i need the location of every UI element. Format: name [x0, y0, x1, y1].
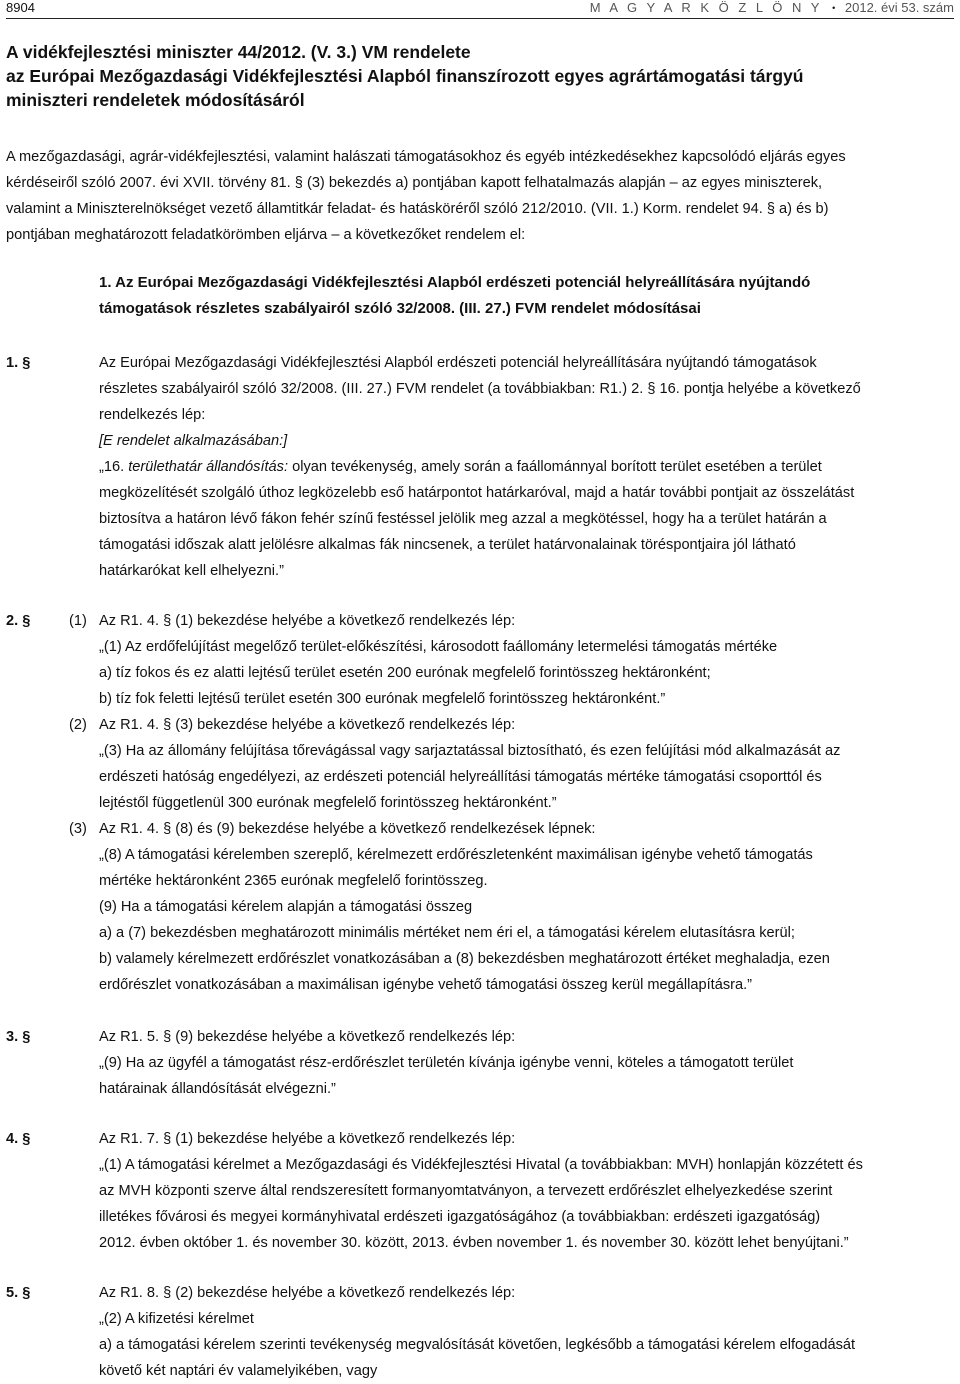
paragraph-line: erdészeti hatóság engedélyezi, az erdészeti potenciál helyreállítási támogatás mértéke támogatási csoporttól és [99, 769, 822, 785]
section-line: „(2) A kifizetési kérelmet [99, 1311, 254, 1327]
journal-issue: 2012. évi 53. szám [844, 0, 954, 15]
section-number: 1. § [6, 355, 31, 371]
paragraph-line: Az R1. 4. § (8) és (9) bekezdése helyébe a következő rendelkezések lépnek: [99, 821, 596, 837]
definition-line: támogatási időszak alatt jelölésre alkalmas fák nincsenek, a terület határvonalainak töréspontjaira jól látható [99, 537, 796, 553]
section-4 [6, 1126, 952, 1256]
section-body [99, 350, 952, 584]
chapter-line: támogatások részletes szabályairól szóló 32/2008. (III. 27.) FVM rendelet módosításai [99, 300, 701, 317]
section-line: „(1) A támogatási kérelmet a Mezőgazdasági és Vidékfejlesztési Hivatal (a továbbiakban: MVH) honlapján közzétett és [99, 1157, 863, 1173]
paragraph-line: lejtéstől függetlenül 300 eurónak megfelelő forintösszeg hektáronként.” [99, 795, 557, 811]
context-line: [E rendelet alkalmazásában:] [99, 433, 288, 449]
paragraph-body [99, 608, 952, 712]
definition-text: olyan tevékenység, amely során a faállománnyal borított terület esetében a terület [288, 459, 822, 475]
page-number: 8904 [6, 0, 35, 15]
quote-open: „16. [99, 459, 129, 475]
paragraph-body [99, 816, 952, 998]
section-body [99, 1024, 952, 1102]
paragraph-number: (3) [69, 821, 87, 837]
paragraph-line: „(3) Ha az állomány felújítása tőrevágással vagy sarjaztatással biztosítható, és ezen felújítási mód alkalmazását az [99, 743, 841, 759]
paragraph-line: b) tíz fok feletti lejtésű terület esetén 300 eurónak megfelelő forintösszeg hektáronként.” [99, 691, 666, 707]
section-2 [6, 608, 952, 998]
definition-line: biztosítva a határon lévő fákon fehér színű festéssel jelölik meg azzal a megkötéssel, hogy ha a terület határán a [99, 511, 827, 527]
paragraph-number: (2) [69, 717, 87, 733]
section-number: 4. § [6, 1131, 31, 1147]
journal-masthead [590, 0, 954, 16]
chapter-heading [99, 270, 952, 322]
section-number: 5. § [6, 1285, 31, 1301]
section-line: Az R1. 8. § (2) bekezdése helyébe a következő rendelkezés lép: [99, 1285, 516, 1301]
section-line: az MVH központi szerve által rendszeresített formanyomtatványon, a tervezett erdőrészlet elhelyezkedése szerint [99, 1183, 833, 1199]
paragraph-1 [69, 608, 952, 712]
paragraph-line: „(8) A támogatási kérelemben szereplő, kérelmezett erdőrészletenként maximálisan igénybe vehető támogatás [99, 847, 813, 863]
paragraph-line: Az R1. 4. § (1) bekezdése helyébe a következő rendelkezés lép: [99, 613, 516, 629]
section-line: a) a támogatási kérelem szerinti tevékenység megvalósítását követően, legkésőbb a támogatási kérelem elfogadását [99, 1337, 856, 1353]
title-line: miniszteri rendeletek módosításáról [6, 90, 305, 110]
paragraph-line: b) valamely kérelmezett erdőrészlet vonatkozásában a (8) bekezdésben meghatározott értéket meghaladja, ezen [99, 951, 830, 967]
preamble [6, 144, 952, 248]
section-line: részletes szabályairól szóló 32/2008. (III. 27.) FVM rendelet (a továbbiakban: R1.) 2. § 16. pontja helyébe a következő [99, 381, 861, 397]
bullet-separator: • [832, 3, 836, 13]
paragraph-line: „(1) Az erdőfelújítást megelőző terület-előkészítési, károsodott faállomány letermelési támogatás mértéke [99, 639, 778, 655]
title-line: az Európai Mezőgazdasági Vidékfejlesztési Alapból finanszírozott egyes agrártámogatási tárgyú [6, 66, 804, 86]
section-line: határainak állandósítását elvégezni.” [99, 1081, 336, 1097]
chapter-line: 1. Az Európai Mezőgazdasági Vidékfejlesztési Alapból erdészeti potenciál helyreállítására nyújtandó [99, 274, 811, 291]
section-line: követő két naptári év valamelyikében, vagy [99, 1363, 378, 1379]
paragraph-line: Az R1. 4. § (3) bekezdése helyébe a következő rendelkezés lép: [99, 717, 516, 733]
paragraph-3 [69, 816, 952, 998]
paragraph-number: (1) [69, 613, 87, 629]
decree-title [6, 40, 954, 112]
journal-name: M A G Y A R K Ö Z L Ö N Y [589, 0, 823, 15]
preamble-line: A mezőgazdasági, agrár-vidékfejlesztési, valamint halászati támogatásokhoz és egyéb intézkedésekhez kapcsolódó eljárás egyes [6, 149, 846, 165]
running-header [6, 0, 954, 19]
section-line: Az R1. 7. § (1) bekezdése helyébe a következő rendelkezés lép: [99, 1131, 516, 1147]
definition-line: határkarókat kell elhelyezni.” [99, 563, 284, 579]
section-number: 3. § [6, 1029, 31, 1045]
definition-line [99, 454, 952, 480]
section-3 [6, 1024, 952, 1102]
paragraph-line: a) a (7) bekezdésben meghatározott minimális mértéket nem éri el, a támogatási kérelem elutasításra kerül; [99, 925, 795, 941]
paragraph-line: a) tíz fokos és ez alatti lejtésű terület esetén 200 eurónak megfelelő forintösszeg hektáronként; [99, 665, 711, 681]
section-line: rendelkezés lép: [99, 407, 206, 423]
section-1 [6, 350, 952, 584]
paragraph-line: erdőrészlet vonatkozásában a maximálisan igénybe vehető támogatási összeg kerül megállapításra.” [99, 977, 753, 993]
section-line: Az R1. 5. § (9) bekezdése helyébe a következő rendelkezés lép: [99, 1029, 516, 1045]
paragraph-body [99, 712, 952, 816]
section-number: 2. § [6, 613, 31, 629]
definition-line: megközelítését szolgáló úthoz legközelebb eső határpontot határkaróval, majd a határ további pontjait az összelátást [99, 485, 855, 501]
preamble-line: valamint a Miniszterelnökséget vezető államtitkár feladat- és hatásköréről szóló 212/2010. (VII. 1.) Korm. rendelet 94. § a) és b) [6, 201, 829, 217]
paragraph-line: (9) Ha a támogatási kérelem alapján a támogatási összeg [99, 899, 473, 915]
paragraph-2 [69, 712, 952, 816]
title-line: A vidékfejlesztési miniszter 44/2012. (V. 3.) VM rendelete [6, 42, 471, 62]
section-line: 2012. évben október 1. és november 30. között, 2013. évben november 1. és november 30. között lehet benyújtani.” [99, 1235, 849, 1251]
preamble-line: kérdéseiről szóló 2007. évi XVII. törvény 81. § (3) bekezdés a) pontjában kapott felhatalmazás alapján – az egyes miniszterek, [6, 175, 823, 191]
section-5 [6, 1280, 952, 1384]
section-line: illetékes fővárosi és megyei kormányhivatal erdészeti igazgatóságához (a továbbiakban: erdészeti igazgatóság) [99, 1209, 821, 1225]
preamble-line: pontjában meghatározott feladatkörömben eljárva – a következőket rendelem el: [6, 227, 526, 243]
paragraph-line: mértéke hektáronként 2365 eurónak megfelelő forintösszeg. [99, 873, 488, 889]
section-line: Az Európai Mezőgazdasági Vidékfejlesztési Alapból erdészeti potenciál helyreállítására nyújtandó támogatások [99, 355, 817, 371]
section-body [69, 608, 952, 998]
section-body [99, 1280, 952, 1384]
defined-term: területhatár állandósítás: [128, 459, 289, 475]
section-line: „(9) Ha az ügyfél a támogatást rész-erdőrészlet területén kívánja igénybe venni, köteles a támogatott terület [99, 1055, 794, 1071]
section-body [99, 1126, 952, 1256]
